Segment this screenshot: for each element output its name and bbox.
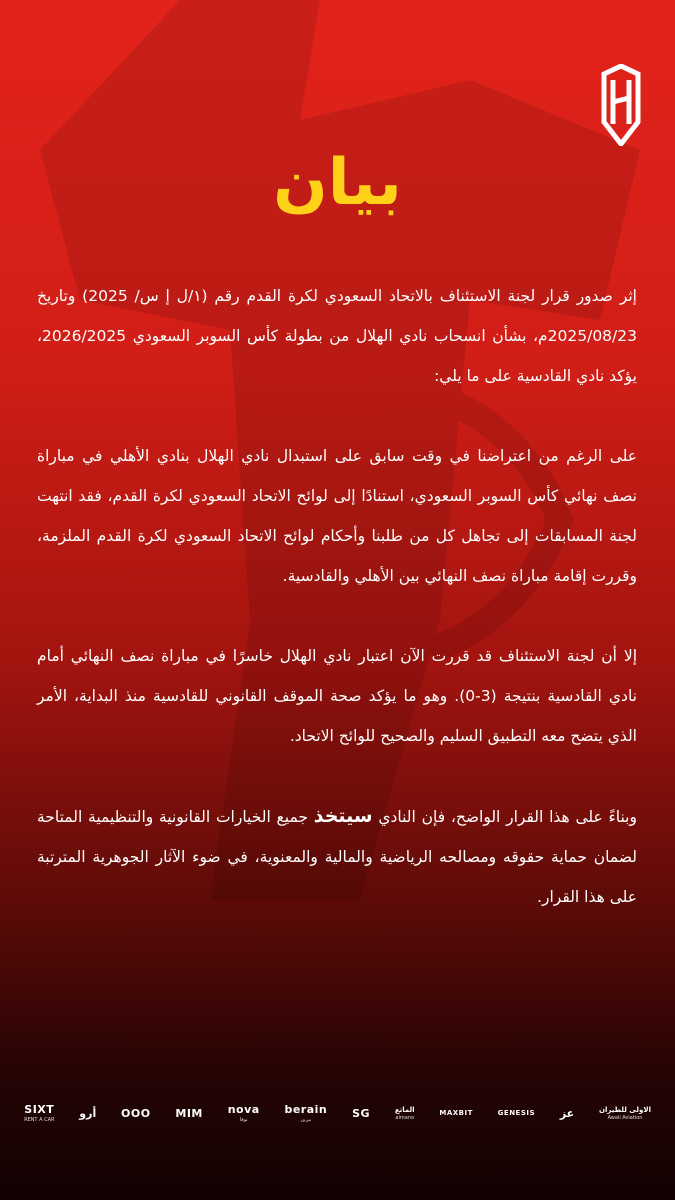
paragraph-4-after: جميع الخيارات القانونية والتنظيمية المتاحة لضمان حماية حقوقه ومصالحه الرياضية والمالية والمعنوية، في ضوء الآثار الجوهرية المترتبة على هذا القرار.: [37, 808, 637, 906]
club-logo: [596, 64, 646, 146]
emphasis-word: سيتخذ: [313, 805, 373, 827]
sponsor-maxbit: MAXBIT: [439, 1109, 473, 1117]
paragraph-1: إثر صدور قرار لجنة الاستئناف بالاتحاد السعودي لكرة القدم رقم (١/ل إ س/ 2025) وتاريخ 2025/08/23م، بشأن انسحاب نادي الهلال من بطولة كأس السوبر السعودي 2026/2025، يؤكد نادي القادسية على ما يلي:: [37, 287, 637, 385]
sponsor-az: عز: [559, 1106, 575, 1120]
paragraph-3: إلا أن لجنة الاستئناف قد قررت الآن اعتبار نادي الهلال خاسرًا في مباراة نصف النهائي أمام نادي القادسية بنتيجة (3-0). وهو ما يؤكد صحة الموقف القانوني للقادسية منذ البداية، الأمر الذي يتضح معه التطبيق السليم والصحيح للوائح الاتحاد.: [37, 647, 637, 745]
sponsor-aro: أرو: [79, 1106, 97, 1120]
paragraph-4-before: وبناءً على هذا القرار الواضح، فإن النادي: [372, 808, 637, 826]
sponsor-ooo: OOO: [121, 1106, 151, 1120]
sponsor-almano: الماتع almano: [394, 1105, 415, 1121]
paragraph-2: على الرغم من اعتراضنا في وقت سابق على استبدال نادي الهلال بنادي الأهلي في مباراة نصف نهائي كأس السوبر السعودي، استنادًا إلى لوائح الاتحاد السعودي لكرة القدم، فقد انتهت لجنة المسابقات إلى تجاهل كل من طلبنا وأحكام لوائح الاتحاد السعودي لكرة القدم الملزمة، وقررت إقامة مباراة نصف النهائي بين الأهلي والقادسية.: [37, 447, 637, 585]
paragraph-4: [37, 796, 637, 917]
sponsor-mim: MIM: [175, 1106, 203, 1120]
sponsor-berain: berain بيرين: [284, 1103, 328, 1123]
sponsor-sixt: SIXT RENT A CAR: [24, 1103, 55, 1123]
sponsor-awali-aviation: الاولى للطيران Awali Aviation: [598, 1105, 651, 1121]
page-title: بيان: [273, 146, 402, 220]
statement-body: [37, 276, 637, 917]
sponsor-sg: SG: [352, 1106, 371, 1120]
sponsor-bar: [24, 1093, 651, 1133]
sponsor-genesis: GENESIS: [497, 1109, 536, 1117]
sponsor-nova: nova نوفا: [227, 1103, 260, 1123]
